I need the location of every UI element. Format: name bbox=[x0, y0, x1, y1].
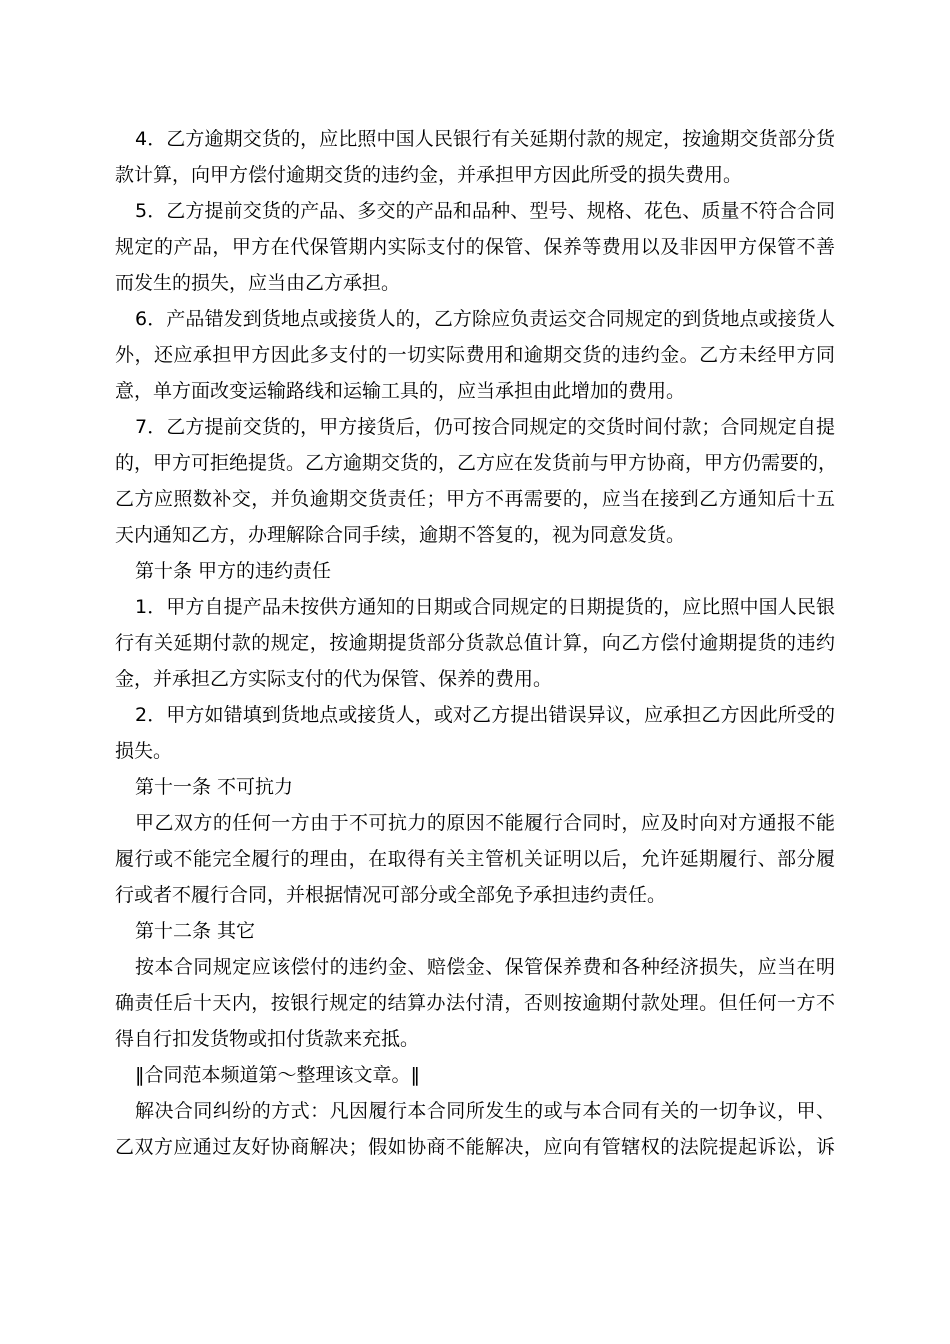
document-line: 1．甲方自提产品未按供方通知的日期或合同规定的日期提货的，应比照中国人民银 bbox=[135, 596, 835, 618]
document-line: 履行或不能完全履行的理由，在取得有关主管机关证明以后，允许延期履行、部分履 bbox=[115, 848, 835, 870]
document-line: 金，并承担乙方实际支付的代为保管、保养的费用。 bbox=[115, 668, 553, 690]
document-line: 7．乙方提前交货的，甲方接货后，仍可按合同规定的交货时间付款；合同规定自提 bbox=[135, 416, 835, 438]
document-line: 按本合同规定应该偿付的违约金、赔偿金、保管保养费和各种经济损失，应当在明 bbox=[135, 956, 835, 978]
document-line: 得自行扣发货物或扣付货款来充抵。 bbox=[115, 1028, 420, 1050]
document-line: 的，甲方可拒绝提货。乙方逾期交货的，乙方应在发货前与甲方协商，甲方仍需要的， bbox=[115, 452, 838, 474]
document-line: 2．甲方如错填到货地点或接货人，或对乙方提出错误异议，应承担乙方因此所受的 bbox=[135, 704, 835, 726]
document-line: 天内通知乙方，办理解除合同手续，逾期不答复的，视为同意发货。 bbox=[115, 524, 686, 546]
document-line: 行或者不履行合同，并根据情况可部分或全部免予承担违约责任。 bbox=[115, 884, 667, 906]
document-line: 甲乙双方的任何一方由于不可抗力的原因不能履行合同时，应及时向对方通报不能 bbox=[135, 812, 835, 834]
document-line: 4．乙方逾期交货的，应比照中国人民银行有关延期付款的规定，按逾期交货部分货 bbox=[135, 128, 835, 150]
document-line: 6．产品错发到货地点或接货人的，乙方除应负责运交合同规定的到货地点或接货人 bbox=[135, 308, 835, 330]
document-line: ‖合同范本频道第～整理该文章。‖ bbox=[135, 1064, 421, 1086]
document-line: 外，还应承担甲方因此多支付的一切实际费用和逾期交货的违约金。乙方未经甲方同 bbox=[115, 344, 835, 366]
document-body bbox=[115, 121, 838, 1165]
document-line: 款计算，向甲方偿付逾期交货的违约金，并承担甲方因此所受的损失费用。 bbox=[115, 164, 743, 186]
document-line: 第十二条 其它 bbox=[135, 920, 256, 942]
document-line: 5．乙方提前交货的产品、多交的产品和品种、型号、规格、花色、质量不符合合同 bbox=[135, 200, 835, 222]
document-line: 乙方应照数补交，并负逾期交货责任；甲方不再需要的，应当在接到乙方通知后十五 bbox=[115, 488, 835, 510]
document-line: 确责任后十天内，按银行规定的结算办法付清，否则按逾期付款处理。但任何一方不 bbox=[115, 992, 835, 1014]
document-line: 意，单方面改变运输路线和运输工具的，应当承担由此增加的费用。 bbox=[115, 380, 686, 402]
document-line: 第十一条 不可抗力 bbox=[135, 776, 294, 798]
document-line: 第十条 甲方的违约责任 bbox=[135, 560, 332, 582]
document-line: 行有关延期付款的规定，按逾期提货部分货款总值计算，向乙方偿付逾期提货的违约 bbox=[115, 632, 835, 654]
document-line: 解决合同纠纷的方式：凡因履行本合同所发生的或与本合同有关的一切争议，甲、 bbox=[135, 1100, 835, 1122]
document-line: 乙双方应通过友好协商解决；假如协商不能解决，应向有管辖权的法院提起诉讼，诉 bbox=[115, 1136, 835, 1158]
document-line: 规定的产品，甲方在代保管期内实际支付的保管、保养等费用以及非因甲方保管不善 bbox=[115, 236, 835, 258]
document-line: 损失。 bbox=[115, 740, 173, 762]
document-line: 而发生的损失，应当由乙方承担。 bbox=[115, 272, 401, 294]
